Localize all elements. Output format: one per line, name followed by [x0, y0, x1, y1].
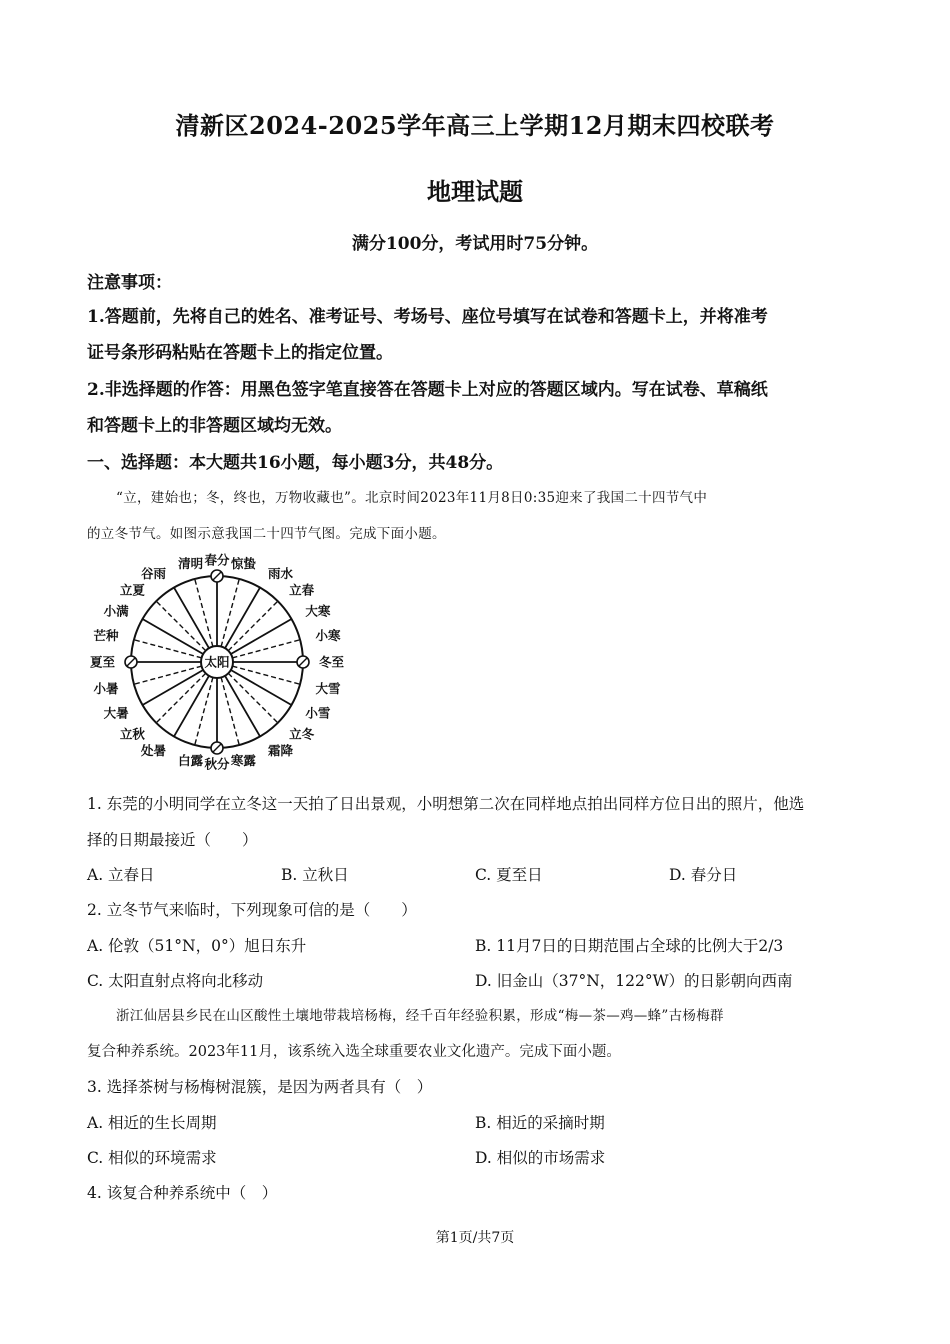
- q2-option-c[interactable]: C. 太阳直射点将向北移动: [87, 972, 264, 990]
- term-label: 雨水: [268, 566, 294, 582]
- score-info: 满分100分，考试用时75分钟。: [351, 234, 599, 254]
- q1-option-c[interactable]: C. 夏至日: [475, 866, 543, 884]
- term-label: 谷雨: [140, 566, 166, 582]
- spoke-line: [156, 601, 205, 650]
- term-label: 立夏: [119, 582, 145, 598]
- term-label: 春分: [204, 552, 230, 568]
- spoke-line: [232, 640, 300, 658]
- notice-heading: 注意事项：: [87, 273, 172, 293]
- spoke-line: [174, 676, 209, 737]
- passage2-line1: 浙江仙居县乡民在山区酸性土壤地带栽培杨梅，经千百年经验积累，形成“梅—茶—鸡—蜂”古杨梅群: [116, 1008, 724, 1024]
- spoke-line: [232, 666, 300, 684]
- notice-item2-line1: 2.非选择题的作答：用黑色签字笔直接答在答题卡上对应的答题区域内。写在试卷、草稿纸: [87, 380, 768, 400]
- solar-terms-diagram: [86, 550, 356, 780]
- spoke-line: [143, 670, 204, 705]
- q2-option-b[interactable]: B. 11月7日的日期范围占全球的比例大于2/3: [475, 937, 784, 955]
- q1-option-d[interactable]: D. 春分日: [669, 866, 738, 884]
- term-label: 大暑: [103, 705, 129, 721]
- q1-option-a[interactable]: A. 立春日: [87, 866, 155, 884]
- term-label: 处暑: [140, 742, 166, 758]
- term-label: 大寒: [305, 603, 331, 619]
- notice-item1-line1: 1.答题前，先将自己的姓名、准考证号、考场号、座位号填写在试卷和答题卡上，并将准考: [87, 307, 768, 327]
- term-label: 秋分: [204, 756, 230, 772]
- term-label: 寒露: [230, 753, 256, 769]
- spoke-line: [225, 588, 260, 649]
- spoke-line: [221, 579, 239, 647]
- q1-option-b[interactable]: B. 立秋日: [281, 866, 349, 884]
- spoke-line: [231, 670, 292, 705]
- spoke-line: [228, 673, 277, 722]
- q3-option-b[interactable]: B. 相近的采摘时期: [475, 1114, 605, 1132]
- term-label: 小暑: [93, 680, 119, 696]
- spoke-line: [134, 640, 202, 658]
- spoke-line: [231, 619, 292, 654]
- term-label: 立冬: [289, 726, 315, 742]
- term-label: 清明: [178, 555, 204, 571]
- spoke-line: [221, 677, 239, 745]
- notice-item1-line2: 证号条形码粘贴在答题卡上的指定位置。: [87, 343, 393, 363]
- term-label: 大雪: [315, 680, 341, 696]
- term-label: 霜降: [268, 742, 294, 758]
- q2-option-a[interactable]: A. 伦敦（51°N，0°）旭日东升: [87, 937, 307, 955]
- q2-stem: 2. 立冬节气来临时，下列现象可信的是（ ）: [87, 901, 417, 919]
- sun-label: 太阳: [204, 654, 230, 670]
- term-label: 芒种: [93, 628, 119, 644]
- term-label: 夏至: [89, 654, 115, 670]
- term-label: 小寒: [315, 628, 341, 644]
- spoke-line: [195, 579, 213, 647]
- passage2-line2: 复合种养系统。2023年11月，该系统入选全球重要农业文化遗产。完成下面小题。: [87, 1044, 621, 1060]
- q1-stem-line2: 择的日期最接近（ ）: [87, 831, 258, 849]
- q3-option-c[interactable]: C. 相似的环境需求: [87, 1149, 217, 1167]
- q3-option-d[interactable]: D. 相似的市场需求: [475, 1149, 606, 1167]
- spoke-line: [143, 619, 204, 654]
- q4-stem: 4. 该复合种养系统中（ ）: [87, 1184, 278, 1202]
- spoke-line: [156, 673, 205, 722]
- term-label: 立春: [289, 582, 315, 598]
- q1-stem-line1: 1. 东莞的小明同学在立冬这一天拍了日出景观，小明想第二次在同样地点拍出同样方位日出的照片，他选: [87, 795, 805, 813]
- term-label: 冬至: [319, 654, 345, 670]
- exam-title: 清新区2024-2025学年高三上学期12月期末四校联考: [175, 111, 775, 140]
- spoke-line: [228, 601, 277, 650]
- passage1-line2: 的立冬节气。如图示意我国二十四节气图。完成下面小题。: [87, 526, 446, 542]
- spoke-line: [134, 666, 202, 684]
- spoke-line: [195, 677, 213, 745]
- q2-option-d[interactable]: D. 旧金山（37°N，122°W）的日影朝向西南: [475, 972, 793, 990]
- section-heading: 一、选择题：本大题共16小题，每小题3分，共48分。: [87, 453, 504, 473]
- q3-stem: 3. 选择茶树与杨梅树混簇，是因为两者具有（ ）: [87, 1078, 433, 1096]
- term-label: 小雪: [305, 705, 331, 721]
- term-label: 立秋: [119, 726, 145, 742]
- term-label: 小满: [103, 603, 129, 619]
- notice-item2-line2: 和答题卡上的非答题区域均无效。: [87, 416, 342, 436]
- spoke-line: [225, 676, 260, 737]
- exam-subject: 地理试题: [427, 177, 523, 206]
- term-label: 惊蛰: [230, 555, 256, 571]
- passage1-line1: “立，建始也；冬，终也，万物收藏也”。北京时间2023年11月8日0:35迎来了我国二十四节气中: [116, 490, 708, 506]
- q3-option-a[interactable]: A. 相近的生长周期: [87, 1114, 217, 1132]
- page-footer: 第1页/共7页: [435, 1230, 515, 1246]
- term-label: 白露: [178, 753, 204, 769]
- spoke-line: [174, 588, 209, 649]
